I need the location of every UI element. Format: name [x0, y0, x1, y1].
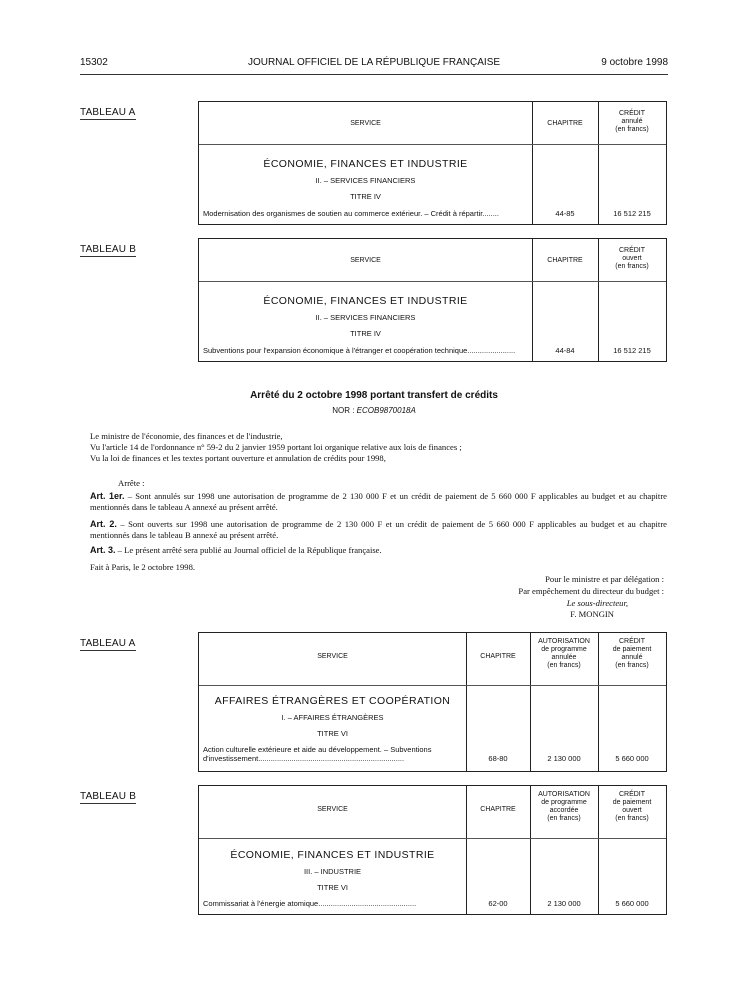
arrete-label: Arrête :: [118, 478, 145, 488]
section-title: ÉCONOMIE, FINANCES ET INDUSTRIE: [230, 849, 435, 861]
section-title: ÉCONOMIE, FINANCES ET INDUSTRIE: [263, 158, 468, 170]
service-row-line-1: Action culturelle extérieure et aide au développement. – Subventions: [203, 745, 432, 754]
credit-value: 16 512 215: [613, 209, 651, 218]
autorisation-value: 2 130 000: [547, 899, 581, 908]
service-row: Modernisation des organismes de soutien au commerce extérieur. – Crédit à répartir........: [203, 209, 499, 218]
chapitre-value: 62-00: [488, 899, 508, 908]
decree-title: Arrêté du 2 octobre 1998 portant transfert de crédits: [250, 390, 498, 401]
signature-line-3: Le sous-directeur,: [566, 598, 628, 608]
table-label: TABLEAU B: [80, 791, 137, 802]
credit-value: 5 660 000: [615, 754, 649, 763]
col-header-chapitre: CHAPITRE: [547, 120, 583, 127]
signature-line-1: Pour le ministre et par délégation :: [545, 574, 664, 584]
article-3: Art. 3. – Le présent arrêté sera publié au Journal officiel de la République française.: [90, 545, 382, 555]
subsection-title: III. – INDUSTRIE: [303, 867, 362, 876]
credit-value: 5 660 000: [615, 899, 649, 908]
signature-name: F. MONGIN: [570, 609, 614, 619]
chapitre-value: 68-80: [488, 754, 508, 763]
decree-intro-3: Vu la loi de finances et les textes portant ouverture et annulation de crédits pour 1998,: [90, 453, 386, 463]
signature-line-2: Par empêchement du directeur du budget :: [518, 586, 664, 596]
subsection-title: II. – SERVICES FINANCIERS: [315, 176, 416, 185]
table-bottom-a: [198, 632, 667, 772]
col-header-service: SERVICE: [350, 257, 381, 264]
col-header-service: SERVICE: [350, 120, 381, 127]
col-header-credit: CRÉDIT de paiement annulé (en francs): [612, 638, 652, 669]
page-number: 15302: [80, 57, 108, 68]
table-top-a: [198, 101, 667, 225]
article-2: Art. 2. – Sont ouverts sur 1998 une autorisation de programme de 2 130 000 F et un crédit de paiement de 5 660 000 F applicables au budget et au chapitre mentionnés dans le tableau B annexé au présent arrêté.: [90, 519, 667, 540]
col-header-credit: CRÉDIT de paiement ouvert (en francs): [612, 791, 652, 822]
service-row: Commissariat à l'énergie atomique...............................................: [203, 899, 417, 908]
fait-line: Fait à Paris, le 2 octobre 1998.: [90, 562, 196, 572]
col-header-autorisation: AUTORISATION de programme annulée (en francs): [538, 638, 590, 669]
chapitre-value: 44-84: [555, 346, 575, 355]
chapitre-value: 44-85: [555, 209, 575, 218]
table-top-b: [198, 238, 667, 362]
section-title: AFFAIRES ÉTRANGÈRES ET COOPÉRATION: [214, 695, 451, 707]
col-header-credit: CRÉDIT ouvert (en francs): [615, 247, 649, 270]
issue-date: 9 octobre 1998: [601, 57, 668, 68]
decree-intro-2: Vu l'article 14 de l'ordonnance n° 59-2 du 2 janvier 1959 portant loi organique relative aux lois de finances ;: [90, 442, 462, 452]
titre-label: TITRE VI: [317, 883, 348, 892]
service-row-line-2: d'investissement......................................................................: [203, 754, 405, 763]
table-bottom-b: [198, 785, 667, 915]
decree-intro-1: Le ministre de l'économie, des finances et de l'industrie,: [90, 431, 283, 441]
journal-title: JOURNAL OFFICIEL DE LA RÉPUBLIQUE FRANÇAISE: [247, 57, 501, 68]
table-label: TABLEAU A: [80, 638, 136, 649]
titre-label: TITRE IV: [350, 329, 381, 338]
col-header-chapitre: CHAPITRE: [547, 257, 583, 264]
article-1: Art. 1er. – Sont annulés sur 1998 une autorisation de programme de 2 130 000 F et un crédit de paiement de 5 660 000 F applicables au budget et au chapitre mentionnés dans le tableau A annexé au présent arrêté.: [90, 491, 667, 512]
titre-label: TITRE IV: [350, 192, 381, 201]
table-label: TABLEAU A: [80, 107, 136, 118]
table-label: TABLEAU B: [80, 244, 137, 255]
col-header-chapitre: CHAPITRE: [480, 653, 516, 660]
col-header-service: SERVICE: [317, 806, 348, 813]
col-header-chapitre: CHAPITRE: [480, 806, 516, 813]
col-header-credit: CRÉDIT annulé (en francs): [615, 110, 649, 133]
titre-label: TITRE VI: [317, 729, 348, 738]
section-title: ÉCONOMIE, FINANCES ET INDUSTRIE: [263, 295, 468, 307]
nor-line: NOR : ECOB9870018A: [332, 406, 416, 415]
autorisation-value: 2 130 000: [547, 754, 581, 763]
col-header-service: SERVICE: [317, 653, 348, 660]
subsection-title: II. – SERVICES FINANCIERS: [315, 313, 416, 322]
header-rule: [80, 74, 668, 75]
service-row: Subventions pour l'expansion économique à l'étranger et coopération technique.......................: [203, 346, 516, 355]
credit-value: 16 512 215: [613, 346, 651, 355]
subsection-title: I. – AFFAIRES ÉTRANGÈRES: [281, 713, 384, 722]
col-header-autorisation: AUTORISATION de programme accordée (en francs): [538, 791, 590, 822]
